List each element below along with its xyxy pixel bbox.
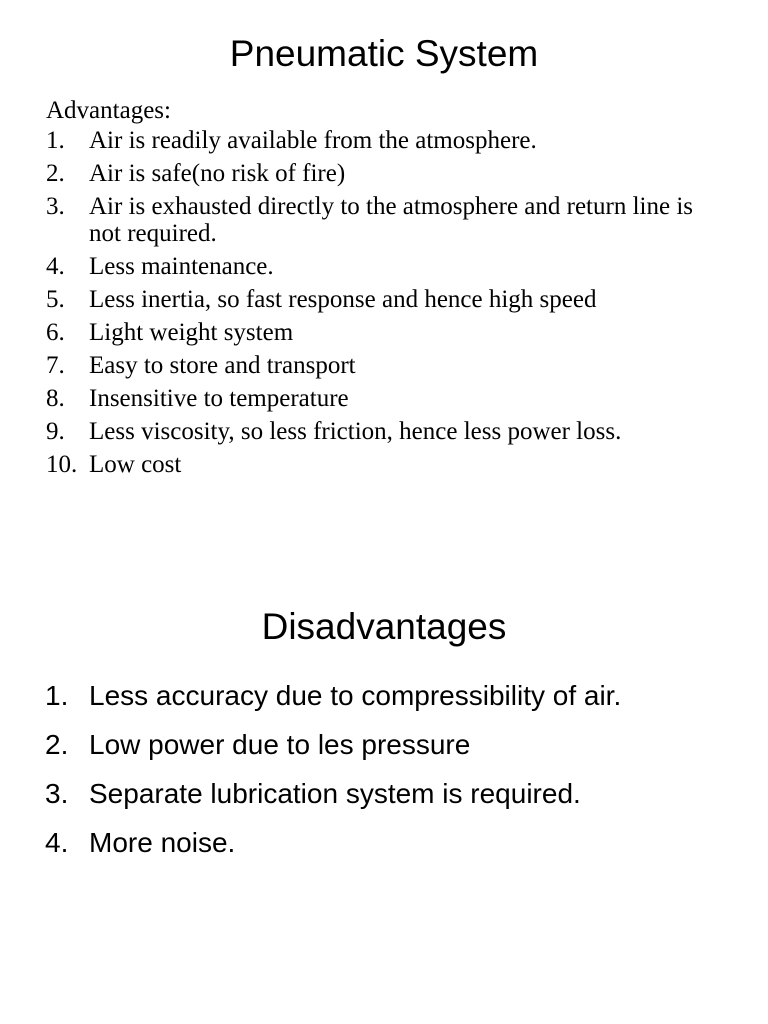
advantage-item — [46, 160, 726, 187]
list-number: 8. — [46, 385, 65, 412]
advantage-text: Air is readily available from the atmosphere. — [89, 127, 537, 154]
advantage-item — [46, 193, 726, 247]
list-number: 9. — [46, 418, 65, 445]
list-number: 4. — [45, 827, 69, 858]
advantage-item — [46, 451, 726, 478]
page-title: Pneumatic System — [229, 33, 539, 74]
advantage-text: Low cost — [89, 451, 182, 478]
list-number: 3. — [45, 778, 69, 809]
disadvantage-text: Less accuracy due to compressibility of air. — [89, 680, 622, 711]
advantage-text: Air is safe(no risk of fire) — [89, 160, 346, 187]
list-number: 7. — [46, 352, 65, 379]
list-number: 5. — [46, 286, 65, 313]
advantage-item — [46, 418, 726, 445]
advantage-text: Less maintenance. — [89, 253, 274, 280]
list-number: 10. — [46, 451, 78, 478]
list-number: 4. — [46, 253, 65, 280]
disadvantage-text: Separate lubrication system is required. — [89, 778, 581, 809]
disadvantages-list — [45, 676, 745, 872]
advantages-list — [46, 127, 726, 478]
advantage-item — [46, 352, 726, 379]
list-number: 2. — [45, 729, 69, 760]
advantage-item — [46, 253, 726, 280]
disadvantage-item — [45, 823, 745, 872]
advantages-heading: Advantages: — [46, 97, 171, 124]
disadvantage-text: Low power due to les pressure — [89, 729, 471, 760]
advantage-text: Less viscosity, so less friction, hence less power loss. — [89, 418, 622, 445]
disadvantage-item — [45, 676, 745, 725]
disadvantage-text: More noise. — [89, 827, 236, 858]
list-number: 6. — [46, 319, 65, 346]
advantage-text: Less inertia, so fast response and hence high speed — [89, 286, 597, 313]
advantage-item — [46, 127, 726, 154]
advantages-section — [46, 95, 726, 484]
advantage-text: Light weight system — [89, 319, 294, 346]
advantage-text: Easy to store and transport — [89, 352, 356, 379]
advantage-item — [46, 286, 726, 313]
disadvantage-item — [45, 725, 745, 774]
advantage-text: Air is exhausted directly to the atmosphere and return line is not required. — [89, 193, 693, 247]
list-number: 2. — [46, 160, 65, 187]
disadvantage-item — [45, 774, 745, 823]
advantage-item — [46, 319, 726, 346]
list-number: 1. — [46, 127, 65, 154]
advantage-text: Insensitive to temperature — [89, 385, 349, 412]
list-number: 1. — [45, 680, 69, 711]
disadvantages-heading: Disadvantages — [261, 606, 507, 647]
advantage-item — [46, 385, 726, 412]
list-number: 3. — [46, 193, 65, 220]
